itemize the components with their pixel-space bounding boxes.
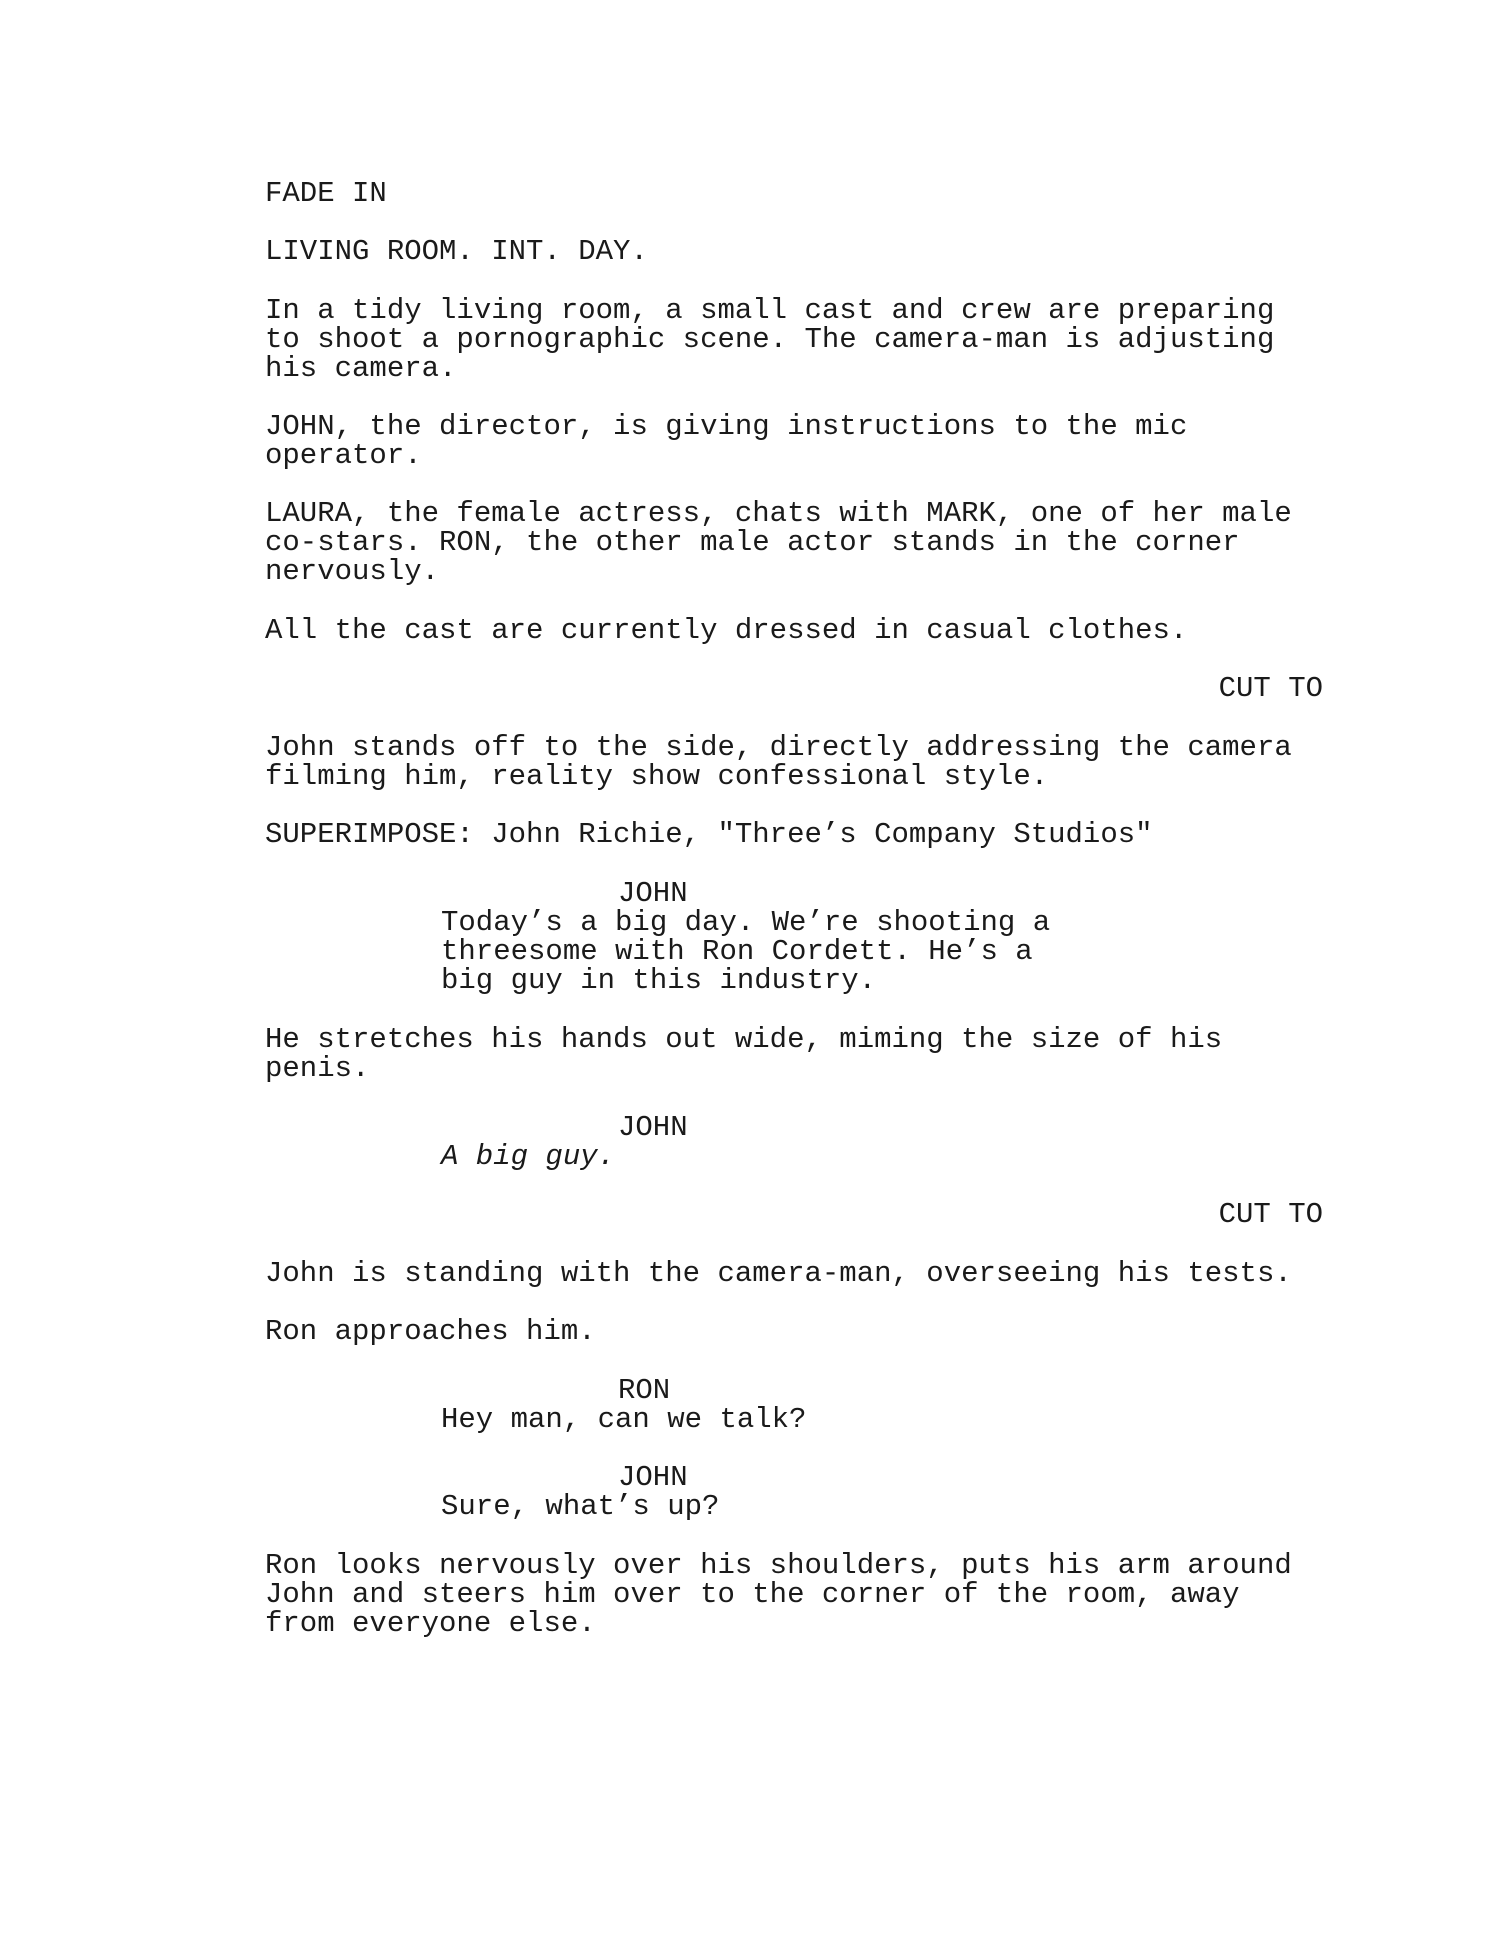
dialogue: A big guy.: [441, 1140, 616, 1173]
action-paragraph: John is standing with the camera-man, overseeing his tests.: [265, 1257, 1292, 1290]
action-paragraph: All the cast are currently dressed in casual clothes.: [265, 614, 1188, 647]
action-paragraph: Ron approaches him.: [265, 1315, 596, 1348]
action-paragraph: John stands off to the side, directly addressing the camera filming him, reality show confessional style.: [265, 731, 1292, 793]
action-paragraph: LAURA, the female actress, chats with MARK, one of her male co-stars. RON, the other male actor stands in the corner nervously.: [265, 497, 1292, 588]
fade-in-transition: FADE IN: [265, 177, 387, 210]
superimpose-line: SUPERIMPOSE: John Richie, "Three’s Company Studios": [265, 818, 1153, 851]
character-cue: JOHN: [618, 1461, 688, 1494]
dialogue: Hey man, can we talk?: [441, 1403, 807, 1436]
action-paragraph: In a tidy living room, a small cast and crew are preparing to shoot a pornographic scene. The camera-man is adjusting his camera.: [265, 294, 1275, 385]
dialogue: Sure, what’s up?: [441, 1490, 720, 1523]
action-paragraph: Ron looks nervously over his shoulders, puts his arm around John and steers him over to the corner of the room, away from everyone else.: [265, 1549, 1292, 1640]
scene-heading: LIVING ROOM. INT. DAY.: [265, 235, 648, 268]
cut-to-transition: CUT TO: [1218, 672, 1323, 705]
dialogue: Today’s a big day. We’re shooting a threesome with Ron Cordett. He’s a big guy in this industry.: [441, 906, 1051, 997]
character-cue: JOHN: [618, 1111, 688, 1144]
action-paragraph: He stretches his hands out wide, miming the size of his penis.: [265, 1023, 1223, 1085]
character-cue: RON: [618, 1374, 671, 1407]
character-cue: JOHN: [618, 877, 688, 910]
action-paragraph: JOHN, the director, is giving instructions to the mic operator.: [265, 410, 1188, 472]
cut-to-transition: CUT TO: [1218, 1198, 1323, 1231]
